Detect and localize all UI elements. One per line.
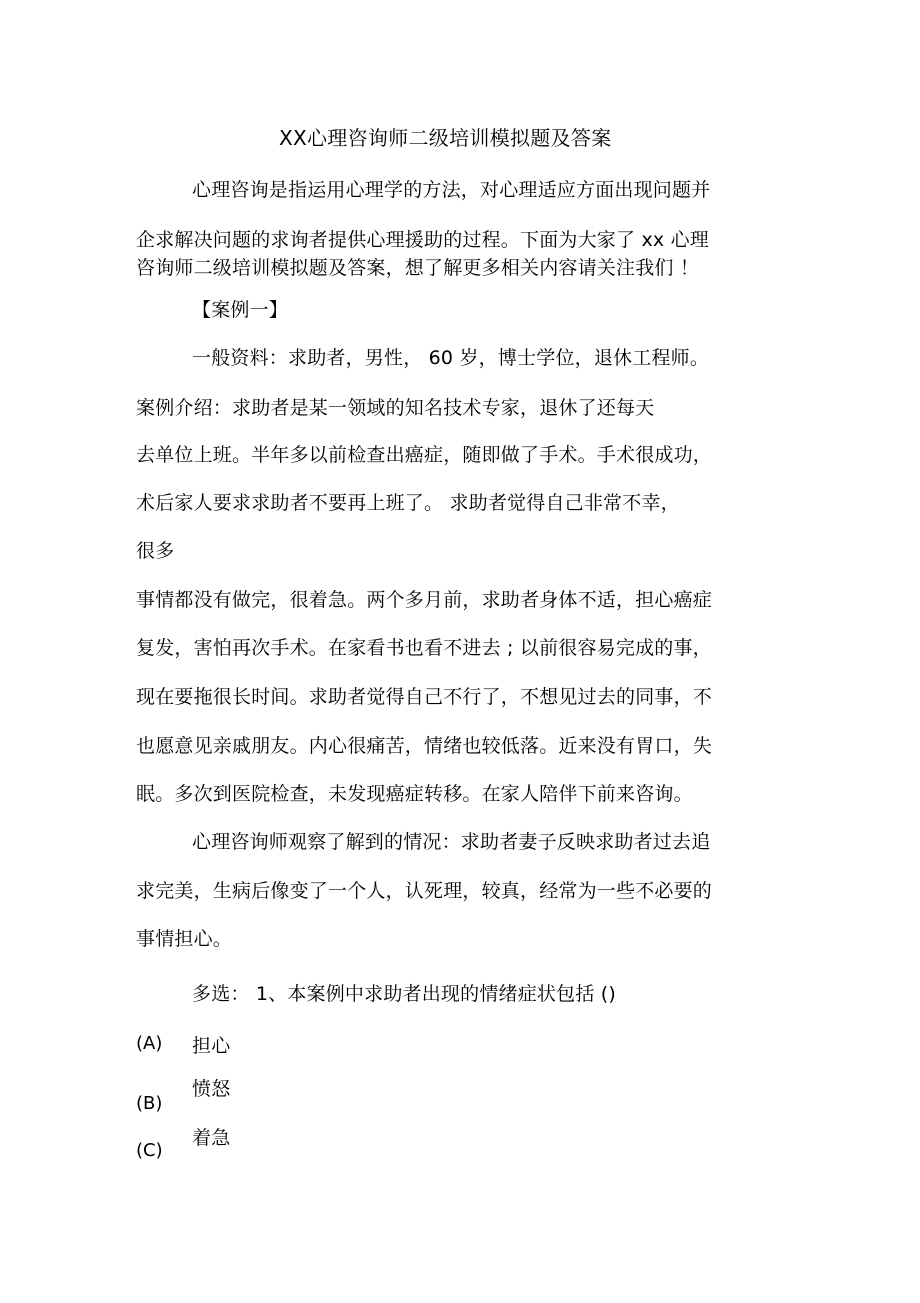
intro-line-3: 咨询师二级培训模拟题及答案，想了解更多相关内容请关注我们 ！ bbox=[136, 257, 700, 279]
case-intro-line-1: 案例介绍：求助者是某一领域的知名技术专家，退休了还每天 bbox=[136, 397, 655, 419]
document-title: XX心理咨询师二级培训模拟题及答案 bbox=[279, 126, 612, 150]
option-c-letter: (C) bbox=[136, 1140, 163, 1161]
case-intro-line-7: 现在要拖很长时间。求助者觉得自己不行了，不想见过去的同事，不 bbox=[136, 686, 713, 708]
case-intro-line-8: 也愿意见亲戚朋友。内心很痛苦，情绪也较低落。近来没有胃口，失 bbox=[136, 735, 713, 757]
observation-line-1: 心理咨询师观察了解到的情况：求助者妻子反映求助者过去追 bbox=[192, 831, 711, 853]
question-text: 多选： 1、本案例中求助者出现的情绪症状包括 () bbox=[192, 983, 616, 1005]
observation-line-2: 求完美，生病后像变了一个人，认死理，较真，经常为一些不必要的 bbox=[136, 880, 713, 902]
intro-line-1: 心理咨询是指运用心理学的方法，对心理适应方面出现问题并 bbox=[192, 179, 711, 201]
case-intro-line-3: 术后家人要求求助者不要再上班了。 求助者觉得自己非常不幸， bbox=[136, 492, 680, 514]
case-intro-line-2: 去单位上班。半年多以前检查出癌症，随即做了手术。手术很成功， bbox=[136, 444, 713, 466]
option-c-text: 着急 bbox=[192, 1127, 231, 1149]
option-b-text: 愤怒 bbox=[192, 1078, 231, 1100]
observation-line-3: 事情担心。 bbox=[136, 928, 233, 950]
case-intro-line-4: 很多 bbox=[136, 540, 175, 562]
case-heading: 【案例一】 bbox=[192, 299, 289, 321]
intro-line-2: 企求解决问题的求询者提供心理援助的过程。下面为大家了 xx 心理 bbox=[136, 229, 709, 251]
case-intro-line-9: 眠。多次到医院检查，未发现癌症转移。在家人陪伴下前来咨询。 bbox=[136, 783, 693, 805]
case-intro-line-5: 事情都没有做完，很着急。两个多月前，求助者身体不适，担心癌症 bbox=[136, 589, 713, 611]
case-intro-line-6: 复发，害怕再次手术。在家看书也看不进去 ; 以前很容易完成的事， bbox=[136, 637, 712, 659]
option-a-text: 担心 bbox=[192, 1035, 231, 1057]
option-a-letter: (A) bbox=[136, 1033, 163, 1054]
option-b-letter: (B) bbox=[136, 1093, 163, 1114]
general-info: 一般资料：求助者，男性， 60 岁，博士学位，退休工程师。 bbox=[192, 347, 710, 369]
